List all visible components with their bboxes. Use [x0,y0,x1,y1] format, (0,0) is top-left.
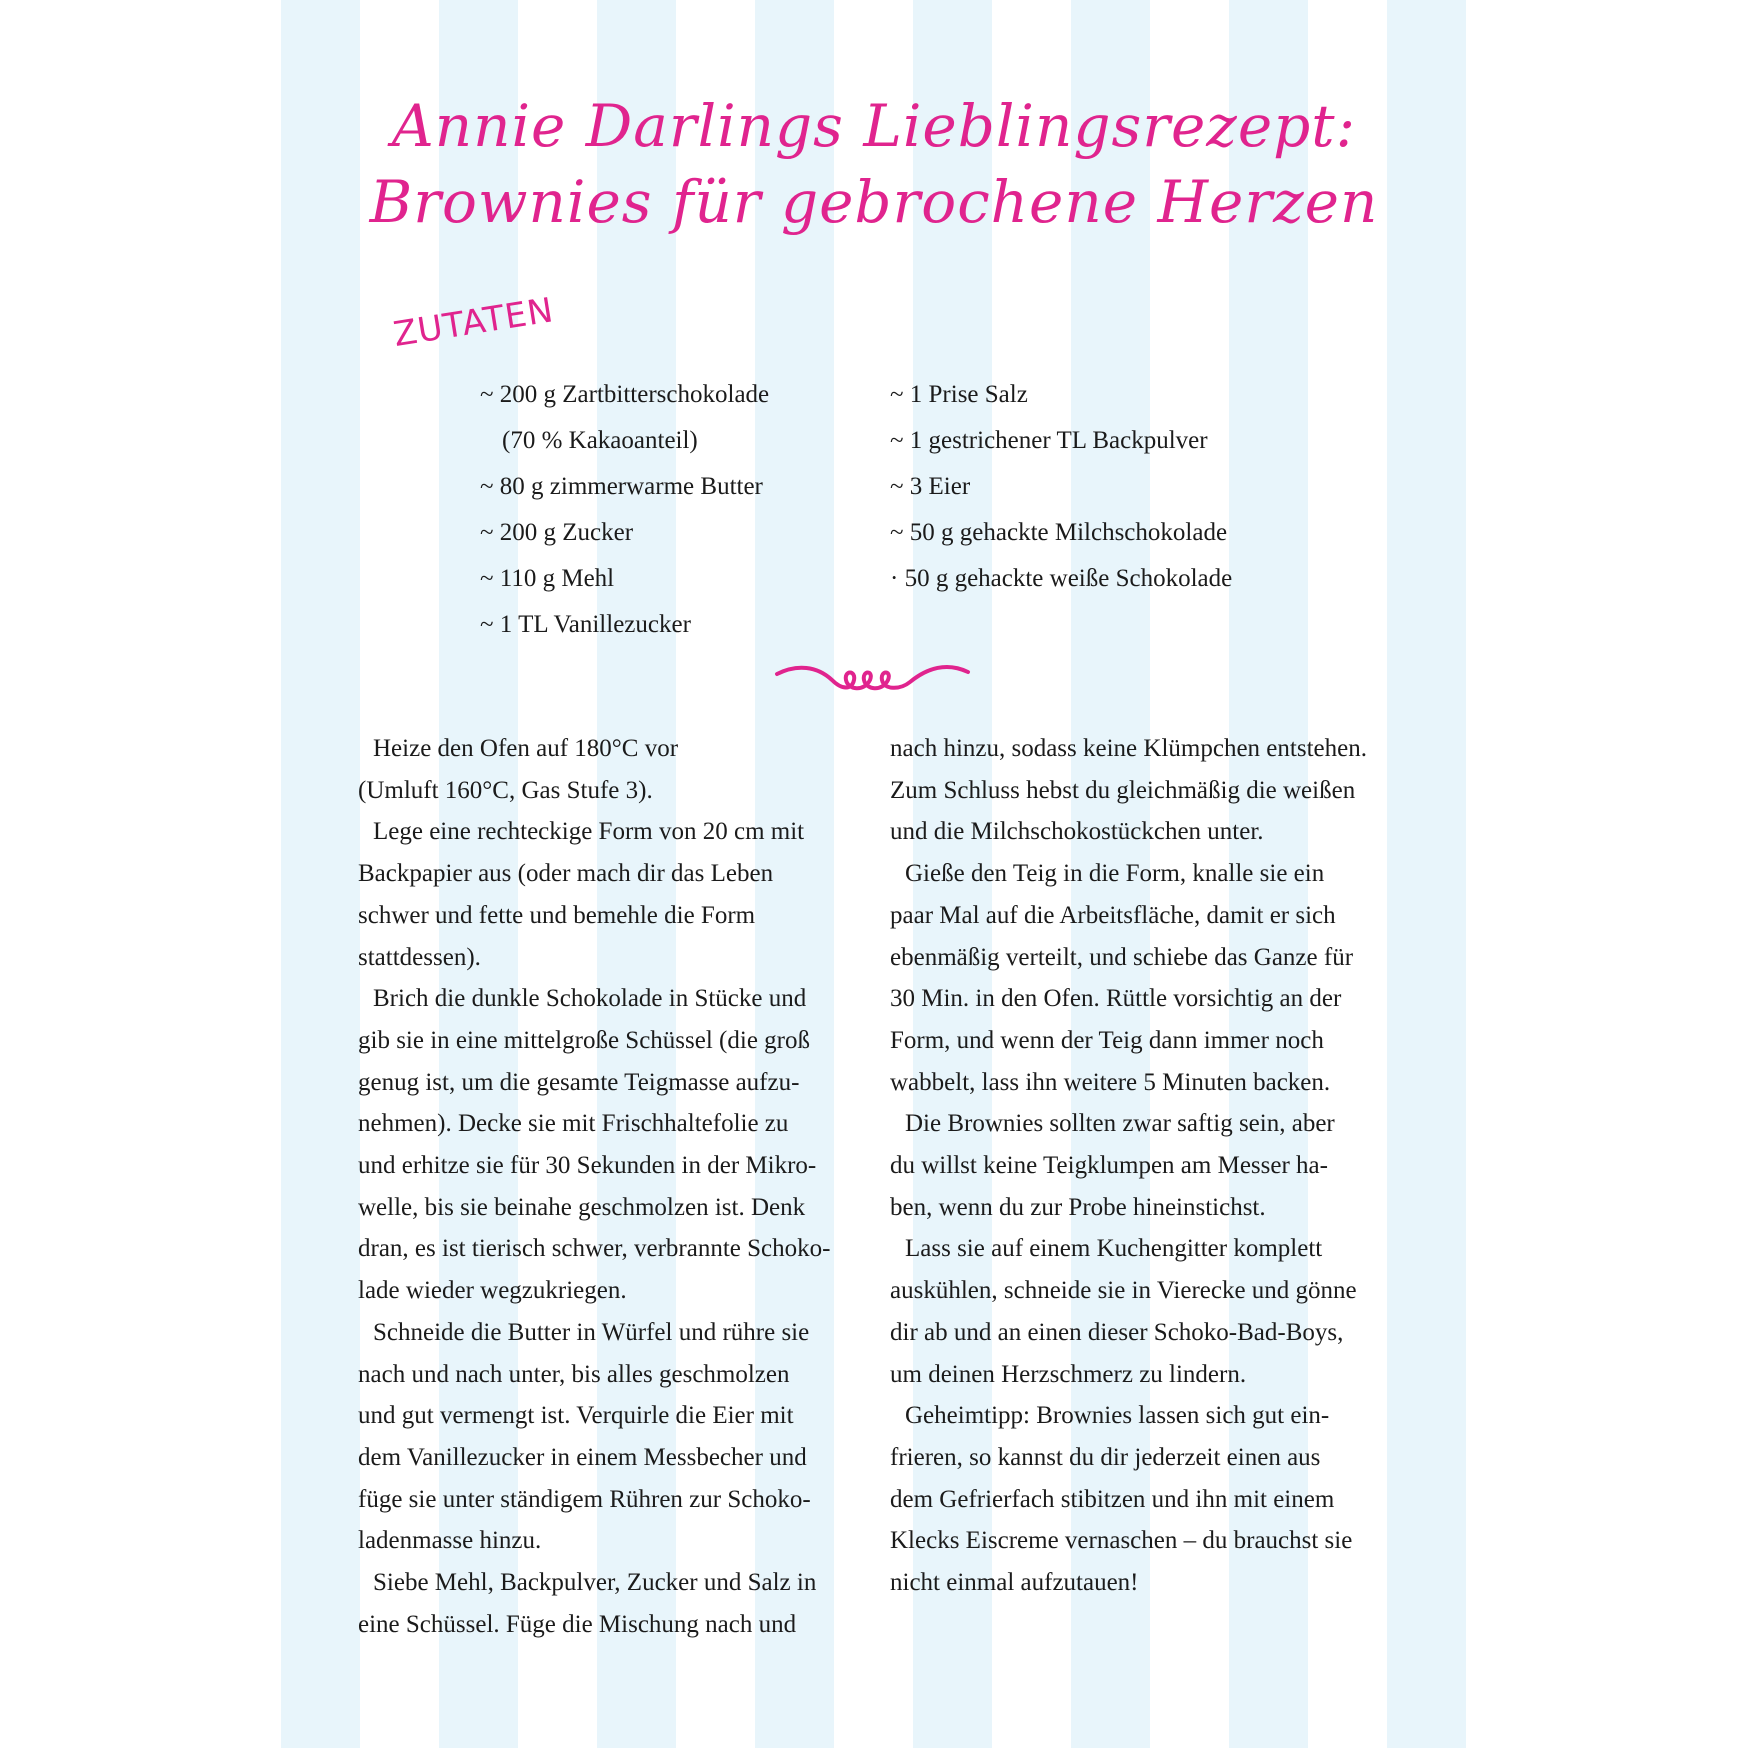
method-line: wabbelt, lass ihn weitere 5 Minuten backen. [890,1068,1331,1096]
method-line: Gieße den Teig in die Form, knalle sie ein [905,860,1325,888]
ingredient-item: · 50 g gehackte weiße Schokolade [890,565,1233,592]
method-line: Lege eine rechteckige Form von 20 cm mit [373,818,805,846]
method-line: Geheimtipp: Brownies lassen sich gut ein- [905,1402,1330,1430]
method-line: ben, wenn du zur Probe hineinstichst. [890,1193,1266,1221]
method-line: Form, und wenn der Teig dann immer noch [890,1026,1324,1054]
method-line: gib sie in eine mittelgroße Schüssel (die groß [358,1026,810,1054]
ingredient-item: ~ 1 gestrichener TL Backpulver [890,427,1208,454]
title-line-2: Brownies für gebrochene Herzen [369,168,1379,236]
method-line: Backpapier aus (oder mach dir das Leben [358,860,774,888]
ingredients-list-left [480,372,769,648]
method-line: stattdessen). [358,943,481,971]
recipe-title [0,88,1748,240]
method-line: Schneide die Butter in Würfel und rühre sie [373,1318,810,1346]
ingredient-item: (70 % Kakaoanteil) [502,427,698,454]
method-line: Siebe Mehl, Backpulver, Zucker und Salz in [373,1569,817,1597]
method-line: nach und nach unter, bis alles geschmolzen [358,1360,790,1388]
method-line: frieren, so kannst du dir jederzeit einen aus [890,1443,1321,1471]
method-line: dir ab und an einen dieser Schoko-Bad-Boys, [890,1318,1344,1346]
method-line: lade wieder wegzukriegen. [358,1277,627,1305]
method-line: 30 Min. in den Ofen. Rüttle vorsichtig an der [890,985,1342,1013]
ingredient-item: ~ 50 g gehackte Milchschokolade [890,519,1228,546]
method-line: dem Vanillezucker in einem Messbecher und [358,1443,807,1471]
method-line: Klecks Eiscreme vernaschen – du brauchst sie [890,1527,1353,1555]
method-line: du willst keine Teigklumpen am Messer ha- [890,1152,1328,1180]
ingredient-item: ~ 1 TL Vanillezucker [480,611,691,638]
method-line: dran, es ist tierisch schwer, verbrannte Schoko- [358,1235,831,1263]
title-line-1: Annie Darlings Lieblingsrezept: [391,92,1357,160]
method-line: genug ist, um die gesamte Teigmasse aufzu- [358,1068,800,1096]
ingredient-item: ~ 1 Prise Salz [890,381,1028,408]
method-column-right [890,728,1390,1604]
ingredient-item: ~ 3 Eier [890,473,971,500]
method-line: ebenmäßig verteilt, und schiebe das Ganze für [890,943,1354,971]
method-line: um deinen Herzschmerz zu lindern. [890,1360,1247,1388]
method-line: (Umluft 160°C, Gas Stufe 3). [358,776,653,804]
ingredient-item: ~ 110 g Mehl [480,565,615,592]
method-line: und die Milchschokostückchen unter. [890,818,1264,846]
method-line: paar Mal auf die Arbeitsfläche, damit er sich [890,901,1336,929]
method-line: und gut vermengt ist. Verquirle die Eier mit [358,1402,794,1430]
method-line: dem Gefrierfach stibitzen und ihn mit einem [890,1485,1335,1513]
method-line: welle, bis sie beinahe geschmolzen ist. Denk [358,1193,806,1221]
ingredient-item: ~ 200 g Zucker [480,519,634,546]
ingredients-list-right [890,372,1232,602]
ingredients-heading: ZUTATEN [390,290,557,355]
method-line: und erhitze sie für 30 Sekunden in der Mikro- [358,1152,817,1180]
method-line: Heize den Ofen auf 180°C vor [373,735,679,762]
ingredient-item: ~ 200 g Zartbitterschokolade [480,381,770,408]
method-line: Brich die dunkle Schokolade in Stücke und [373,985,807,1013]
method-line: füge sie unter ständigem Rühren zur Schoko- [358,1485,811,1513]
ingredient-item: ~ 80 g zimmerwarme Butter [480,473,763,500]
method-line: ladenmasse hinzu. [358,1527,542,1555]
method-line: auskühlen, schneide sie in Vierecke und gönne [890,1277,1357,1305]
method-line: nehmen). Decke sie mit Frischhaltefolie zu [358,1110,789,1138]
method-line: Die Brownies sollten zwar saftig sein, aber [905,1110,1335,1138]
method-line: Zum Schluss hebst du gleichmäßig die weißen [890,776,1356,804]
method-column-left [358,728,858,1645]
method-line: schwer und fette und bemehle die Form [358,901,756,929]
method-line: nach hinzu, sodass keine Klümpchen entstehen. [890,735,1367,762]
method-line: eine Schüssel. Füge die Mischung nach und [358,1610,797,1638]
method-line: Lass sie auf einem Kuchengitter komplett [905,1235,1323,1263]
swirl-divider-icon [772,656,972,706]
method-line: nicht einmal aufzutauen! [890,1569,1139,1597]
